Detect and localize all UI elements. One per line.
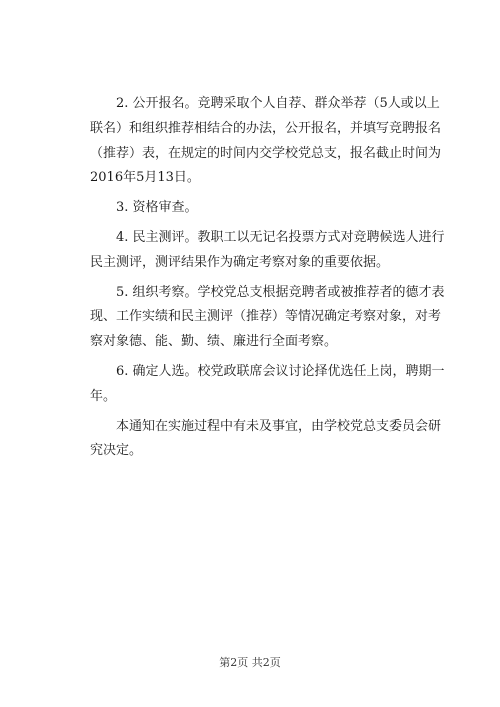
paragraph-candidate-selection: 6. 确定人选。校党政联席会议讨论择优选任上岗，聘期一年。 (90, 363, 445, 404)
document-body (90, 92, 448, 469)
page-footer: 第2页 共2页 (219, 656, 281, 669)
paragraph-public-registration: 2. 公开报名。竞聘采取个人自荐、群众举荐（5人或以上联名）和组织推荐相结合的办法，公开报名，并填写竞聘报名（推荐）表，在规定的时间内交学校党总支，报名截止时间为2016年5月13日。 (90, 96, 442, 186)
paragraph-organizational-inspection: 5. 组织考察。学校党总支根据竞聘者或被推荐者的德才表现、工作实绩和民主测评（推荐）等情况确定考察对象，对考察对象德、能、勤、绩、廉进行全面考察。 (90, 284, 445, 350)
paragraph-closing-note: 本通知在实施过程中有未及事宜，由学校党总支委员会研究决定。 (90, 418, 442, 459)
paragraph-qualification-review: 3. 资格审查。 (116, 200, 198, 216)
paragraph-democratic-evaluation: 4. 民主测评。教职工以无记名投票方式对竞聘候选人进行民主测评，测评结果作为确定考察对象的重要依据。 (90, 229, 445, 270)
